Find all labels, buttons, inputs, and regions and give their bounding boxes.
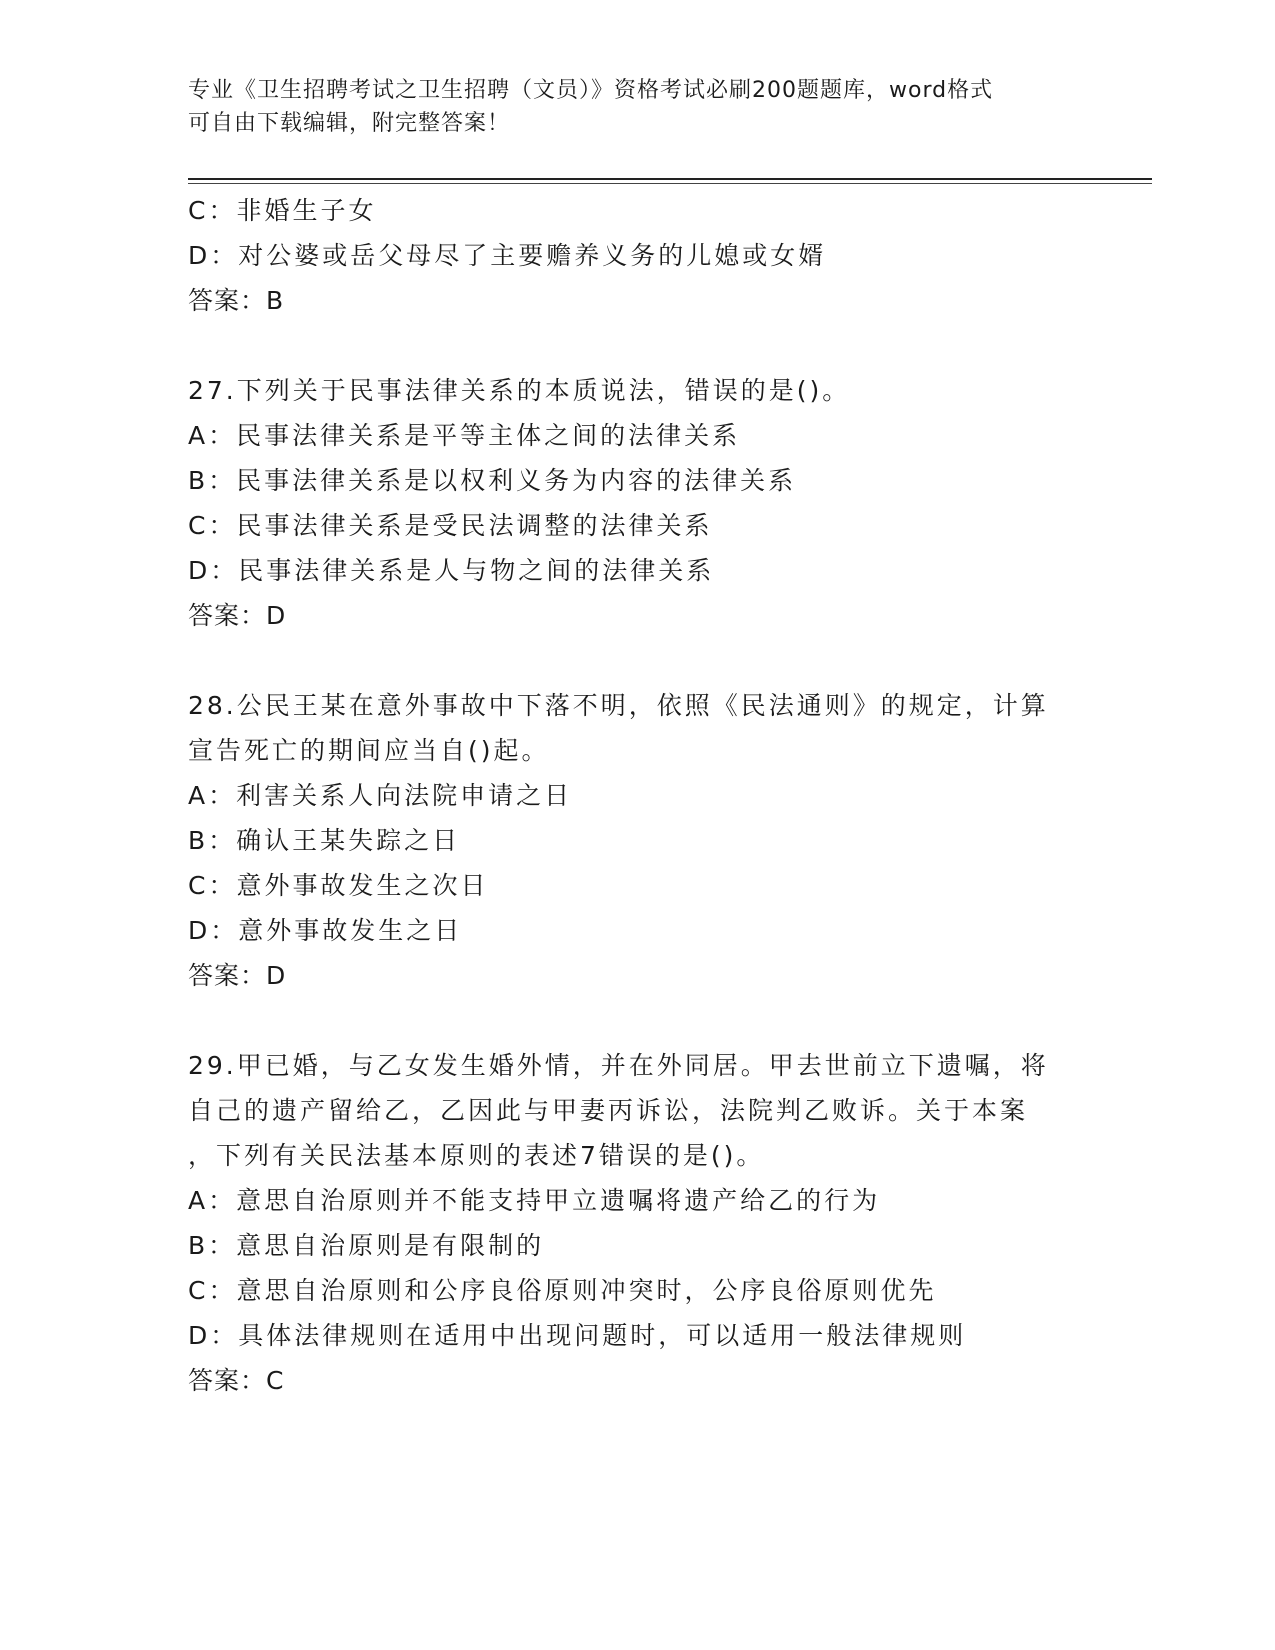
question-block-28 (188, 683, 1088, 998)
question-stem: ，下列有关民法基本原则的表述7错误的是()。 (188, 1141, 765, 1170)
header-line-2: 可自由下载编辑，附完整答案！ (188, 111, 511, 136)
option-d: D：对公婆或岳父母尽了主要赡养义务的儿媳或女婿 (188, 241, 827, 270)
spacer (188, 638, 1088, 683)
option-d: D：具体法律规则在适用中出现问题时，可以适用一般法律规则 (188, 1321, 967, 1350)
question-stem: 27.下列关于民事法律关系的本质说法，错误的是()。 (188, 376, 851, 405)
option-d: D：民事法律关系是人与物之间的法律关系 (188, 556, 715, 585)
question-stem: 28.公民王某在意外事故中下落不明，依照《民法通则》的规定，计算 (188, 691, 1049, 720)
option-d: D：意外事故发生之日 (188, 916, 463, 945)
option-a: A：民事法律关系是平等主体之间的法律关系 (188, 421, 741, 450)
question-list (188, 188, 1088, 1403)
spacer (188, 323, 1088, 368)
answer-line: 答案：D (188, 601, 287, 630)
header-divider-thin (188, 183, 1152, 184)
question-block-29 (188, 1043, 1088, 1403)
option-a: A：利害关系人向法院申请之日 (188, 781, 573, 810)
answer-line: 答案：C (188, 1366, 285, 1395)
option-b: B：意思自治原则是有限制的 (188, 1231, 545, 1260)
page-header (188, 74, 1068, 140)
answer-line: 答案：B (188, 286, 285, 315)
question-block-prev (188, 188, 1088, 323)
spacer (188, 998, 1088, 1043)
option-a: A：意思自治原则并不能支持甲立遗嘱将遗产给乙的行为 (188, 1186, 881, 1215)
option-c: C：意思自治原则和公序良俗原则冲突时，公序良俗原则优先 (188, 1276, 937, 1305)
answer-line: 答案：D (188, 961, 287, 990)
header-divider-thick (188, 178, 1152, 180)
option-c: C：非婚生子女 (188, 196, 377, 225)
option-b: B：民事法律关系是以权利义务为内容的法律关系 (188, 466, 797, 495)
question-stem: 宣告死亡的期间应当自()起。 (188, 736, 550, 765)
header-line-1: 专业《卫生招聘考试之卫生招聘（文员）》资格考试必刷200题题库，word格式 (188, 78, 994, 103)
option-b: B：确认王某失踪之日 (188, 826, 461, 855)
question-stem: 自己的遗产留给乙，乙因此与甲妻丙诉讼，法院判乙败诉。关于本案 (188, 1096, 1029, 1125)
question-stem: 29.甲已婚，与乙女发生婚外情，并在外同居。甲去世前立下遗嘱，将 (188, 1051, 1049, 1080)
option-c: C：意外事故发生之次日 (188, 871, 489, 900)
option-c: C：民事法律关系是受民法调整的法律关系 (188, 511, 713, 540)
question-block-27 (188, 368, 1088, 638)
